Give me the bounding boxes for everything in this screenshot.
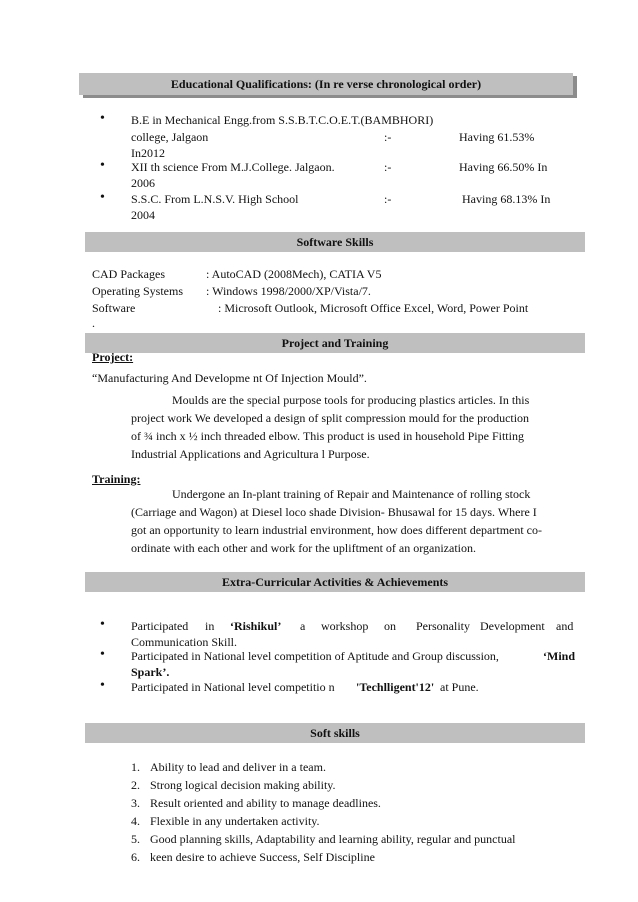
- soft-skill-item: Good planning skills, Adaptability and learning ability, regular and punctual: [150, 832, 516, 846]
- training-line-2: (Carriage and Wagon) at Diesel loco shade Division- Bhusawal for 15 days. Where I: [131, 505, 537, 519]
- training-heading: Training:: [92, 472, 141, 486]
- soft-skill-item: Ability to lead and deliver in a team.: [150, 760, 326, 774]
- extra-1-w4: a: [300, 619, 306, 633]
- education-item-1-year: In2012: [131, 146, 165, 160]
- extra-3-pune: at Pune.: [440, 680, 479, 694]
- software-section-header: Software Skills: [85, 232, 585, 252]
- project-line-4: Industrial Applications and Agricultura l Purpose.: [131, 447, 370, 461]
- project-section-header: Project and Training: [85, 333, 585, 353]
- soft-skill-number: 5.: [131, 832, 140, 846]
- bullet-icon: •: [100, 111, 105, 126]
- education-item-1-line1: B.E in Mechanical Engg.from S.S.B.T.C.O.E.T.(BAMBHORI): [131, 113, 434, 127]
- extra-1-w1: Participated: [131, 619, 189, 633]
- extra-2-line1: Participated in National level competition of Aptitude and Group discussion,: [131, 649, 499, 663]
- education-item-3-separator: :-: [384, 192, 392, 206]
- education-item-2-year: 2006: [131, 176, 155, 190]
- extra-2-spark: Spark’.: [131, 665, 170, 679]
- soft-skill-number: 3.: [131, 796, 140, 810]
- extra-1-w5: workshop: [321, 619, 369, 633]
- education-item-1-line2: college, Jalgaon: [131, 130, 209, 144]
- education-item-1-result: Having 61.53%: [459, 130, 535, 144]
- extra-1-w7: Personality: [416, 619, 470, 633]
- bullet-icon: •: [100, 190, 105, 205]
- education-item-2-result: Having 66.50% In: [459, 160, 548, 174]
- extra-2-mind: ‘Mind: [543, 649, 576, 663]
- extra-1-line2: Communication Skill.: [131, 635, 238, 649]
- education-item-1-separator: :-: [384, 130, 392, 144]
- extra-3-line1: Participated in National level competitio n: [131, 680, 335, 694]
- software-value-software: : Microsoft Outlook, Microsoft Office Excel, Word, Power Point: [218, 301, 529, 315]
- extra-1-rishikul: ‘Rishikul’: [230, 619, 282, 633]
- education-item-3-line1: S.S.C. From L.N.S.V. High School: [131, 192, 299, 206]
- soft-skill-number: 6.: [131, 850, 140, 864]
- training-line-3: got an opportunity to learn industrial environment, how does different department co-: [131, 523, 543, 537]
- soft-skill-item: Flexible in any undertaken activity.: [150, 814, 320, 828]
- extra-section-header: Extra-Curricular Activities & Achievements: [85, 572, 585, 592]
- extra-1-w9: and: [556, 619, 574, 633]
- bullet-icon: •: [100, 678, 105, 693]
- project-title: “Manufacturing And Developme nt Of Injection Mould”.: [92, 371, 367, 385]
- soft-skill-number: 1.: [131, 760, 140, 774]
- project-line-2: project work We developed a design of split compression mould for the production: [131, 411, 530, 425]
- project-heading: Project:: [92, 350, 134, 364]
- extra-3-techlligent: 'Techlligent'12': [356, 680, 435, 694]
- software-value-os: : Windows 1998/2000/XP/Vista/7.: [206, 284, 371, 298]
- project-line-3: of ¾ inch x ½ inch threaded elbow. This product is used in household Pipe Fitting: [131, 429, 524, 443]
- training-line-1: Undergone an In-plant training of Repair and Maintenance of rolling stock: [172, 487, 531, 501]
- soft-skill-item: Strong logical decision making ability.: [150, 778, 336, 792]
- education-section-header: Educational Qualifications: (In re verse chronological order): [79, 73, 573, 95]
- education-item-3-result: Having 68.13% In: [462, 192, 551, 206]
- extra-1-w2: in: [205, 619, 215, 633]
- soft-skill-number: 2.: [131, 778, 140, 792]
- education-item-2-separator: :-: [384, 160, 392, 174]
- extra-1-w6: on: [384, 619, 396, 633]
- soft-skills-section-header: Soft skills: [85, 723, 585, 743]
- bullet-icon: •: [100, 617, 105, 632]
- soft-skill-number: 4.: [131, 814, 140, 828]
- training-line-4: ordinate with each other and work for the upliftment of an organization.: [131, 541, 476, 555]
- software-label-software: Software: [92, 301, 136, 315]
- education-item-3-year: 2004: [131, 208, 155, 222]
- bullet-icon: •: [100, 647, 105, 662]
- soft-skill-item: Result oriented and ability to manage deadlines.: [150, 796, 381, 810]
- software-value-cad: : AutoCAD (2008Mech), CATIA V5: [206, 267, 382, 281]
- project-line-1: Moulds are the special purpose tools for producing plastics articles. In this: [172, 393, 530, 407]
- software-label-os: Operating Systems: [92, 284, 183, 298]
- software-trailing-dot: .: [92, 316, 95, 330]
- education-item-2-line1: XII th science From M.J.College. Jalgaon.: [131, 160, 335, 174]
- bullet-icon: •: [100, 158, 105, 173]
- extra-1-w8: Development: [480, 619, 545, 633]
- software-label-cad: CAD Packages: [92, 267, 165, 281]
- soft-skill-item: keen desire to achieve Success, Self Discipline: [150, 850, 375, 864]
